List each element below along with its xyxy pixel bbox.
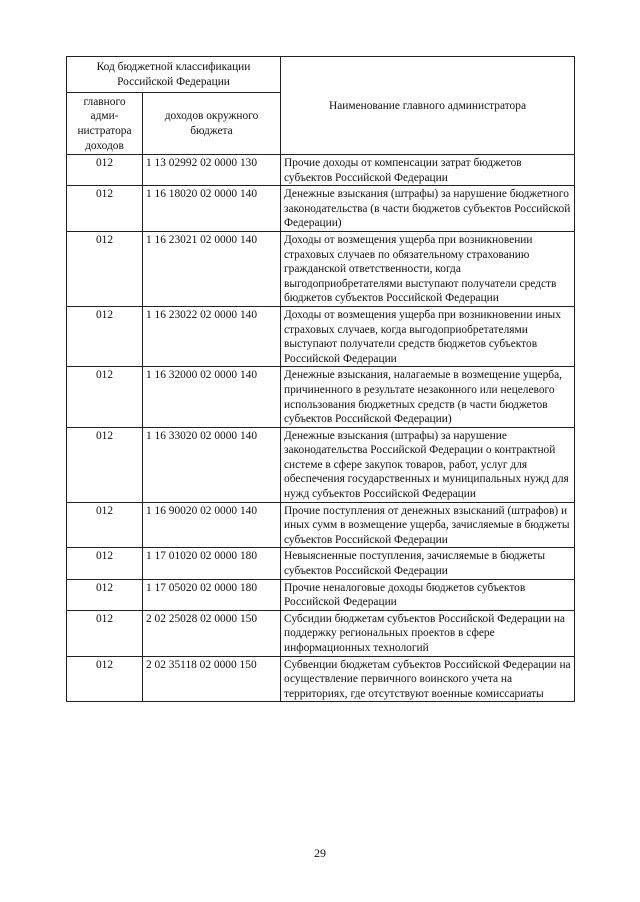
administrator-name-cell: Субсидии бюджетам субъектов Российской Федерации на поддержку региональных проектов в сфере информационных технологий <box>281 610 575 656</box>
income-code-cell: 2 02 25028 02 0000 150 <box>143 610 281 656</box>
table-row <box>67 579 575 610</box>
administrator-name-cell: Доходы от возмещения ущерба при возникновении иных страховых случаев, когда выгодоприобретателями выступают получатели средств бюджетов субъектов Российской Федерации <box>281 306 575 366</box>
income-code-cell: 1 13 02992 02 0000 130 <box>143 155 281 186</box>
admin-code-cell: 012 <box>67 656 143 702</box>
income-code-cell: 2 02 35118 02 0000 150 <box>143 656 281 702</box>
table-body <box>67 155 575 702</box>
table-row <box>67 610 575 656</box>
income-administrators-table <box>66 56 575 702</box>
administrator-name-cell: Субвенции бюджетам субъектов Российской Федерации на осуществление первичного воинского учета на территориях, где отсутствуют военные комиссариаты <box>281 656 575 702</box>
page-number: 29 <box>314 846 326 860</box>
table-row <box>67 186 575 232</box>
table-row <box>67 367 575 427</box>
income-code-cell: 1 16 32000 02 0000 140 <box>143 367 281 427</box>
table-row <box>67 155 575 186</box>
header-district-budget-income: доходов окружного бюджета <box>143 93 281 155</box>
admin-code-cell: 012 <box>67 548 143 579</box>
administrator-name-cell: Доходы от возмещения ущерба при возникновении страховых случаев по обязательному страхованию гражданской ответственности, когда выгодоприобретателями выступают получатели средств бюджетов субъектов Российской Федерации <box>281 231 575 306</box>
administrator-name-cell: Прочие доходы от компенсации затрат бюджетов субъектов Российской Федерации <box>281 155 575 186</box>
table-row <box>67 231 575 306</box>
administrator-name-cell: Денежные взыскания, налагаемые в возмещение ущерба, причиненного в результате незаконного или нецелевого использования бюджетных средств (в части бюджетов субъектов Российской Федерации) <box>281 367 575 427</box>
admin-code-cell: 012 <box>67 427 143 502</box>
table-row <box>67 427 575 502</box>
income-code-cell: 1 16 23022 02 0000 140 <box>143 306 281 366</box>
income-code-cell: 1 17 05020 02 0000 180 <box>143 579 281 610</box>
admin-code-cell: 012 <box>67 306 143 366</box>
administrator-name-cell: Прочие поступления от денежных взысканий (штрафов) и иных сумм в возмещение ущерба, зачисляемые в бюджеты субъектов Российской Федерации <box>281 502 575 548</box>
income-code-cell: 1 16 33020 02 0000 140 <box>143 427 281 502</box>
admin-code-cell: 012 <box>67 610 143 656</box>
administrator-name-cell: Невыясненные поступления, зачисляемые в бюджеты субъектов Российской Федерации <box>281 548 575 579</box>
table-row <box>67 306 575 366</box>
admin-code-cell: 012 <box>67 186 143 232</box>
income-code-cell: 1 16 90020 02 0000 140 <box>143 502 281 548</box>
admin-code-cell: 012 <box>67 579 143 610</box>
table-row <box>67 502 575 548</box>
income-code-cell: 1 16 23021 02 0000 140 <box>143 231 281 306</box>
header-main-administrator: главного адми-нистратора доходов <box>67 93 143 155</box>
table-row <box>67 656 575 702</box>
income-code-cell: 1 16 18020 02 0000 140 <box>143 186 281 232</box>
header-row-top <box>67 57 575 93</box>
income-code-cell: 1 17 01020 02 0000 180 <box>143 548 281 579</box>
admin-code-cell: 012 <box>67 231 143 306</box>
admin-code-cell: 012 <box>67 367 143 427</box>
administrator-name-cell: Прочие неналоговые доходы бюджетов субъектов Российской Федерации <box>281 579 575 610</box>
admin-code-cell: 012 <box>67 502 143 548</box>
admin-code-cell: 012 <box>67 155 143 186</box>
table-row <box>67 548 575 579</box>
administrator-name-cell: Денежные взыскания (штрафы) за нарушение бюджетного законодательства (в части бюджетов субъектов Российской Федерации) <box>281 186 575 232</box>
header-budget-classification-code: Код бюджетной классификации Российской Федерации <box>67 57 281 93</box>
table-header <box>67 57 575 155</box>
header-administrator-name: Наименование главного администратора <box>281 57 575 155</box>
administrator-name-cell: Денежные взыскания (штрафы) за нарушение законодательства Российской Федерации о контрактной системе в сфере закупок товаров, работ, услуг для обеспечения государственных и муниципальных нужд для нужд субъектов Российской Федерации <box>281 427 575 502</box>
